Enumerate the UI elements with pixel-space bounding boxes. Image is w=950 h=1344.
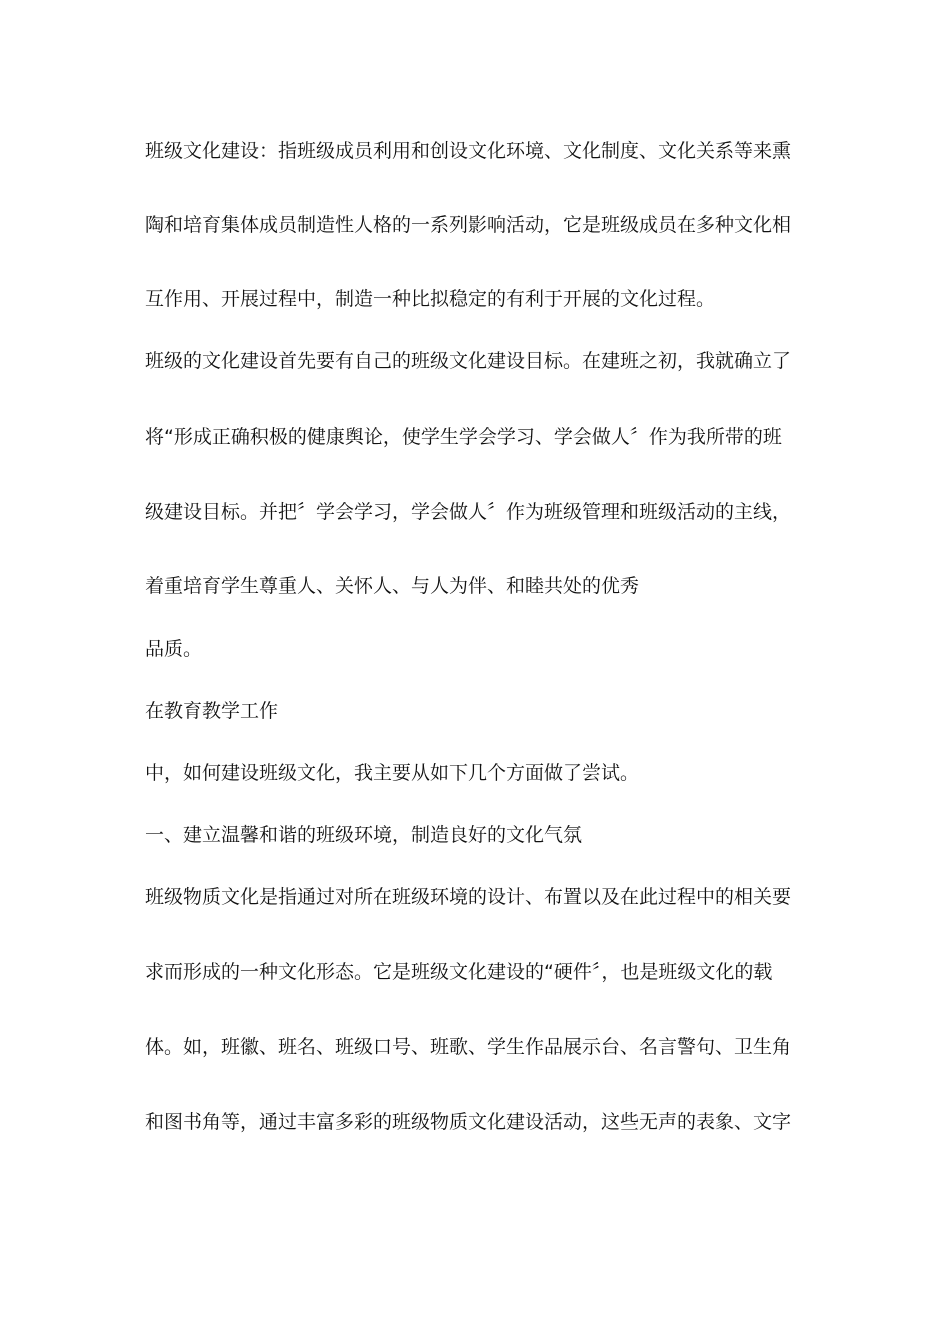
paragraph-line: 中，如何建设班级文化，我主要从如下几个方面做了尝试。 [145, 762, 640, 784]
paragraph-line: 级建设目标。并把〞学会学习，学会做人〞作为班级管理和班级活动的主线， [145, 501, 792, 523]
paragraph-line: 班级物质文化是指通过对所在班级环境的设计、布置以及在此过程中的相关要 [145, 886, 792, 908]
section-heading: 一、建立温馨和谐的班级环境，制造良好的文化气氛 [145, 824, 583, 846]
paragraph-line: 将“形成正确积极的健康舆论，使学生学会学习、学会做人〞作为我所带的班 [145, 426, 782, 448]
paragraph-line: 互作用、开展过程中，制造一种比拟稳定的有利于开展的文化过程。 [145, 288, 716, 310]
paragraph-line: 品质。 [145, 638, 203, 660]
paragraph-line: 体。如，班徽、班名、班级口号、班歌、学生作品展示台、名言警句、卫生角 [145, 1036, 792, 1058]
paragraph-line: 着重培育学生尊重人、关怀人、与人为伴、和睦共处的优秀 [145, 575, 640, 597]
paragraph-line: 和图书角等，通过丰富多彩的班级物质文化建设活动，这些无声的表象、文字 [145, 1111, 792, 1133]
paragraph-line: 班级文化建设：指班级成员利用和创设文化环境、文化制度、文化关系等来熏 [145, 140, 792, 162]
paragraph-line: 陶和培育集体成员制造性人格的一系列影响活动，它是班级成员在多种文化相 [145, 214, 792, 236]
paragraph-line: 班级的文化建设首先要有自己的班级文化建设目标。在建班之初，我就确立了 [145, 350, 792, 372]
paragraph-line: 在教育教学工作 [145, 700, 279, 722]
paragraph-line: 求而形成的一种文化形态。它是班级文化建设的“硬件〞，也是班级文化的载 [145, 961, 773, 983]
